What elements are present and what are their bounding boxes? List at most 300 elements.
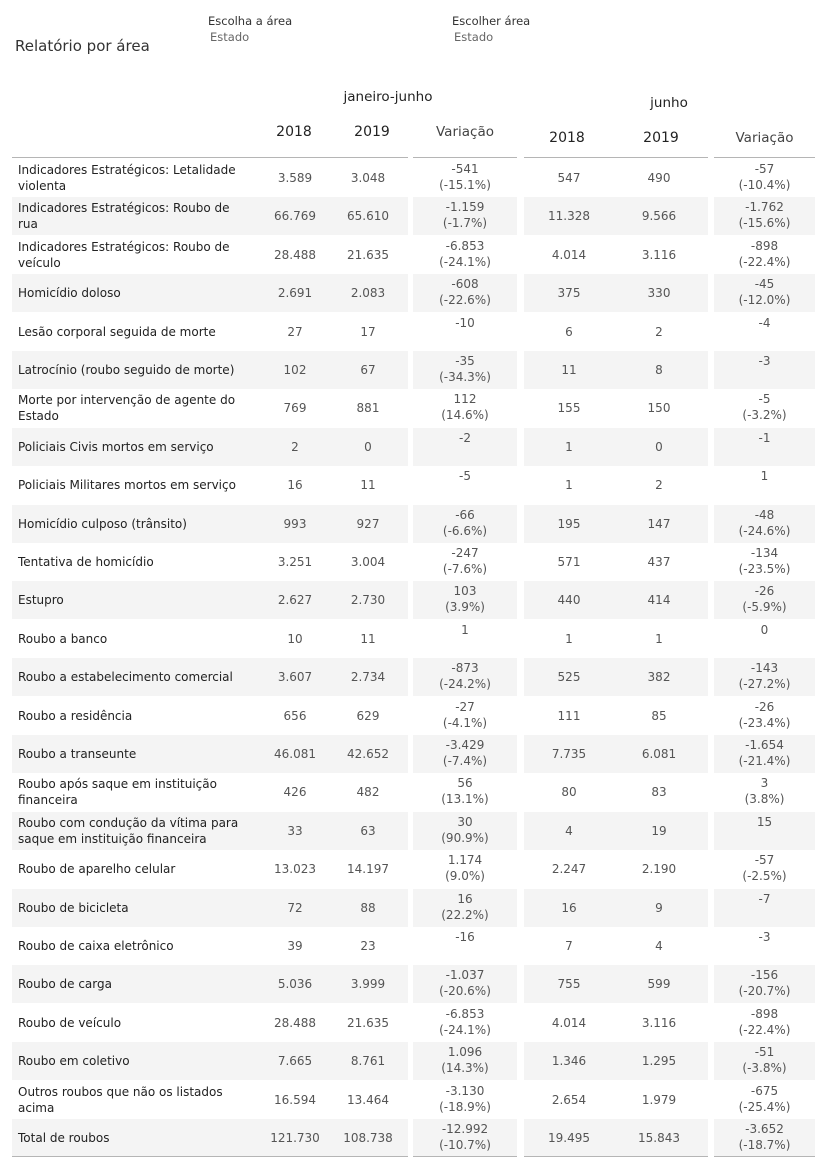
jun-variacao-abs: 15 <box>756 814 773 829</box>
jan-jun-variacao-abs: 1 <box>461 622 469 637</box>
jan-jun-variacao-abs: -608 <box>451 277 479 292</box>
jun-2018-value: 6 <box>565 324 573 339</box>
jun-2019-value: 1.979 <box>641 1092 677 1107</box>
area-filter-1[interactable] <box>208 14 292 44</box>
row-label: Tentativa de homicídio <box>18 555 154 569</box>
jun-2019-value: 9.566 <box>641 209 677 224</box>
jun-variacao-pct: (-2.5%) <box>742 869 787 884</box>
jan-jun-2018-value: 993 <box>283 516 307 531</box>
jun-2019-value: 330 <box>647 286 671 301</box>
row-label: Roubo a banco <box>18 631 108 646</box>
jan-jun-variacao-cell <box>413 929 517 965</box>
jun-variacao-pct: (-20.7%) <box>738 984 791 999</box>
table-row <box>12 773 815 811</box>
jun-variacao-cell <box>714 1083 815 1119</box>
table-row <box>12 581 815 619</box>
jan-jun-variacao-cell <box>413 353 517 389</box>
jan-jun-variacao-cell <box>413 891 517 927</box>
jan-jun-2018-value: 28.488 <box>274 247 316 262</box>
jun-variacao-pct: (-27.2%) <box>738 677 791 692</box>
jan-jun-2019-value: 21.635 <box>347 247 389 262</box>
jun-variacao-pct: (-5.9%) <box>742 600 787 615</box>
jun-variacao-abs: -26 <box>754 699 775 714</box>
jun-2018-value: 16 <box>561 900 577 915</box>
jun-variacao-cell <box>714 391 815 427</box>
jan-jun-variacao-cell <box>413 1044 517 1080</box>
row-label: Morte por intervenção de agente do Estado <box>18 393 236 424</box>
jan-jun-2018-value: 656 <box>283 708 307 723</box>
header-jun-variacao: Variação <box>735 130 794 146</box>
table-row <box>12 505 815 543</box>
jun-2019-value: 19 <box>651 823 667 838</box>
jan-jun-2018-value: 46.081 <box>274 747 316 761</box>
jan-jun-variacao-abs: -873 <box>451 661 479 676</box>
jan-jun-2019-value: 2.734 <box>350 670 386 685</box>
jan-jun-variacao-cell <box>413 583 517 619</box>
jan-jun-variacao-pct: (13.1%) <box>441 792 489 807</box>
jun-2019-value: 85 <box>651 708 667 723</box>
jun-variacao-cell <box>714 468 815 504</box>
jan-jun-variacao-abs: 112 <box>453 392 477 407</box>
header-group-jan-jun: janeiro-junho <box>343 89 433 105</box>
jan-jun-variacao-cell <box>413 545 517 581</box>
jan-jun-variacao-cell <box>413 1083 517 1119</box>
jan-jun-variacao-abs: -6.853 <box>445 1006 485 1021</box>
jun-variacao-abs: -4 <box>758 315 771 330</box>
jan-jun-2019-value: 3.004 <box>350 555 386 569</box>
table-row <box>12 1004 815 1042</box>
jun-variacao-cell <box>714 929 815 965</box>
jun-variacao-pct: (-18.7%) <box>738 1138 791 1152</box>
jan-jun-variacao-pct: (3.9%) <box>445 600 485 615</box>
row-label: Roubo de bicicleta <box>18 900 129 915</box>
jan-jun-variacao-abs: -3.429 <box>445 738 485 752</box>
jan-jun-variacao-cell <box>413 315 517 351</box>
header-jan-jun-2019: 2019 <box>354 124 390 140</box>
table-row <box>12 1119 815 1157</box>
jun-variacao-abs: -3.652 <box>745 1122 784 1136</box>
jan-jun-variacao-pct: (22.2%) <box>441 907 489 922</box>
jan-jun-variacao-pct: (14.3%) <box>441 1061 489 1076</box>
table-bottom-divider <box>413 1156 517 1157</box>
jun-2019-value: 4 <box>655 939 663 953</box>
jan-jun-variacao-pct: (-4.1%) <box>442 715 488 730</box>
jan-jun-2018-value: 102 <box>283 363 307 377</box>
jun-variacao-cell <box>714 891 815 927</box>
table-row <box>12 927 815 965</box>
jun-variacao-cell <box>714 737 815 773</box>
jun-2018-value: 547 <box>557 171 581 185</box>
jun-variacao-cell <box>714 967 815 1003</box>
jun-variacao-cell <box>714 814 815 850</box>
row-label: Outros roubos que não os listados acima <box>18 1084 223 1115</box>
jun-2019-value: 9 <box>655 900 663 915</box>
jun-variacao-pct: (-3.8%) <box>742 1061 787 1076</box>
jun-2018-value: 4.014 <box>551 1015 587 1030</box>
jun-2019-value: 3.116 <box>641 247 677 262</box>
row-label: Total de roubos <box>18 1131 110 1145</box>
table-row <box>12 889 815 927</box>
header-divider <box>413 157 517 158</box>
jun-variacao-abs: -51 <box>754 1045 775 1060</box>
jan-jun-variacao-pct: (-18.9%) <box>439 1099 491 1114</box>
jun-2018-value: 1 <box>565 439 573 454</box>
jun-2019-value: 0 <box>655 439 663 454</box>
jun-variacao-cell <box>714 353 815 389</box>
jan-jun-variacao-pct: (9.0%) <box>445 869 485 884</box>
jun-variacao-cell <box>714 1006 815 1042</box>
jun-2018-value: 111 <box>557 708 581 723</box>
table-row <box>12 658 815 696</box>
jan-jun-variacao-cell <box>413 507 517 543</box>
jan-jun-2018-value: 2.691 <box>277 286 313 301</box>
jan-jun-variacao-abs: -16 <box>455 930 475 944</box>
jun-variacao-abs: -3 <box>758 354 771 368</box>
jun-variacao-abs: -143 <box>750 661 779 676</box>
jan-jun-2019-value: 14.197 <box>347 862 389 877</box>
jun-variacao-cell <box>714 775 815 811</box>
header-divider <box>12 157 408 158</box>
table-row <box>12 236 815 274</box>
jan-jun-variacao-abs: 16 <box>457 891 473 906</box>
jun-variacao-pct: (-23.5%) <box>738 562 791 576</box>
jan-jun-2019-value: 629 <box>356 708 380 723</box>
jan-jun-variacao-abs: -35 <box>455 354 475 368</box>
jan-jun-2018-value: 2 <box>291 439 299 454</box>
jan-jun-2018-value: 769 <box>283 401 307 416</box>
jun-2019-value: 8 <box>655 363 663 377</box>
jun-2018-value: 11 <box>561 363 577 377</box>
jan-jun-variacao-pct: (-15.1%) <box>439 178 491 192</box>
area-filter-1-label: Escolha a área <box>208 14 293 28</box>
table-row <box>12 389 815 427</box>
jan-jun-variacao-abs: -247 <box>451 546 479 560</box>
jun-2018-value: 4 <box>565 823 573 838</box>
row-label: Roubo a transeunte <box>18 747 137 761</box>
jan-jun-2018-value: 72 <box>287 900 303 915</box>
jan-jun-2018-value: 7.665 <box>277 1054 313 1069</box>
row-label: Lesão corporal seguida de morte <box>18 324 216 339</box>
jan-jun-variacao-cell <box>413 391 517 427</box>
jan-jun-variacao-cell <box>413 468 517 504</box>
jan-jun-variacao-cell <box>413 775 517 811</box>
jun-variacao-abs: -675 <box>750 1083 779 1098</box>
jun-variacao-abs: -134 <box>750 546 779 560</box>
table-row <box>12 965 815 1003</box>
jan-jun-2019-value: 67 <box>360 363 376 377</box>
row-label: Indicadores Estratégicos: Roubo de rua <box>18 201 230 232</box>
jun-2018-value: 155 <box>557 401 581 416</box>
jan-jun-variacao-abs: -12.992 <box>441 1122 489 1136</box>
jun-variacao-pct: (-25.4%) <box>738 1099 791 1114</box>
jun-variacao-cell <box>714 1044 815 1080</box>
jun-variacao-abs: -45 <box>754 277 775 292</box>
jun-variacao-pct: (-3.2%) <box>742 408 787 423</box>
area-filter-2[interactable] <box>452 14 530 44</box>
jun-variacao-abs: 1 <box>760 469 769 484</box>
jan-jun-variacao-cell <box>413 622 517 658</box>
table-bottom-divider <box>12 1156 408 1157</box>
jan-jun-variacao-pct: (90.9%) <box>441 830 489 845</box>
header-group-jun: junho <box>650 95 688 111</box>
jan-jun-variacao-abs: -541 <box>451 162 479 176</box>
jan-jun-variacao-pct: (-20.6%) <box>439 984 491 999</box>
jun-2019-value: 1 <box>655 631 663 646</box>
jan-jun-2019-value: 11 <box>360 631 376 646</box>
jan-jun-variacao-cell <box>413 1006 517 1042</box>
jun-variacao-cell <box>714 660 815 696</box>
jan-jun-variacao-cell <box>413 199 517 235</box>
jun-2019-value: 83 <box>651 785 667 800</box>
jan-jun-2018-value: 426 <box>283 785 307 800</box>
jan-jun-2018-value: 16 <box>287 478 303 493</box>
jun-variacao-abs: -898 <box>750 1006 779 1021</box>
jan-jun-2019-value: 63 <box>360 823 376 838</box>
jun-variacao-cell <box>714 507 815 543</box>
row-label: Roubo a residência <box>18 708 133 723</box>
jan-jun-2019-value: 11 <box>360 478 376 493</box>
jan-jun-2018-value: 5.036 <box>277 977 313 992</box>
jan-jun-variacao-abs: -1.159 <box>445 200 485 215</box>
jun-2018-value: 375 <box>557 286 581 301</box>
jun-variacao-cell <box>714 1121 815 1157</box>
jan-jun-variacao-abs: -27 <box>455 699 475 714</box>
jan-jun-variacao-pct: (14.6%) <box>441 408 489 423</box>
jun-variacao-cell <box>714 622 815 658</box>
jan-jun-2019-value: 927 <box>356 516 380 531</box>
jun-variacao-abs: -26 <box>754 584 775 599</box>
jan-jun-variacao-cell <box>413 276 517 312</box>
jun-variacao-abs: -7 <box>758 891 771 906</box>
table-row <box>12 313 815 351</box>
jan-jun-variacao-cell <box>413 430 517 466</box>
row-label: Indicadores Estratégicos: Roubo de veículo <box>18 239 230 270</box>
jun-variacao-pct: (-22.4%) <box>738 254 791 269</box>
jan-jun-2019-value: 2.730 <box>350 593 386 608</box>
row-label: Roubo de veículo <box>18 1015 122 1030</box>
jun-2019-value: 3.116 <box>641 1015 677 1030</box>
jan-jun-variacao-pct: (-24.1%) <box>439 1022 491 1037</box>
jan-jun-2018-value: 2.627 <box>277 593 313 608</box>
table-row <box>12 428 815 466</box>
jan-jun-variacao-abs: 56 <box>457 776 473 791</box>
jun-variacao-pct: (-12.0%) <box>738 293 791 308</box>
jun-variacao-cell <box>714 276 815 312</box>
jan-jun-2019-value: 13.464 <box>347 1092 389 1107</box>
jan-jun-2019-value: 482 <box>356 785 380 800</box>
jan-jun-2019-value: 21.635 <box>347 1015 389 1030</box>
table-row <box>12 274 815 312</box>
area-filter-2-label: Escolher área <box>452 14 531 28</box>
jun-variacao-cell <box>714 199 815 235</box>
jun-variacao-abs: -1.762 <box>745 200 784 215</box>
jan-jun-variacao-pct: (-7.4%) <box>442 754 488 768</box>
jan-jun-variacao-pct: (-10.7%) <box>439 1138 491 1152</box>
jan-jun-variacao-cell <box>413 161 517 197</box>
table-bottom-divider <box>524 1156 708 1157</box>
table-row <box>12 812 815 850</box>
jun-2018-value: 80 <box>561 785 577 800</box>
jun-variacao-cell <box>714 315 815 351</box>
row-label: Roubo de caixa eletrônico <box>18 939 174 953</box>
jan-jun-variacao-pct: (-7.6%) <box>442 562 488 576</box>
jun-variacao-cell <box>714 161 815 197</box>
jan-jun-2019-value: 23 <box>360 939 376 953</box>
jun-2018-value: 440 <box>557 593 581 608</box>
jan-jun-variacao-abs: 103 <box>453 584 477 599</box>
jun-2018-value: 2.654 <box>551 1092 587 1107</box>
jun-variacao-abs: -5 <box>758 392 771 407</box>
jun-2018-value: 571 <box>557 555 581 569</box>
jan-jun-2018-value: 3.251 <box>277 555 313 569</box>
jun-2019-value: 6.081 <box>641 747 677 761</box>
jun-2018-value: 7 <box>565 939 573 953</box>
jan-jun-variacao-abs: -66 <box>455 507 475 522</box>
jun-2019-value: 1.295 <box>641 1054 677 1069</box>
jan-jun-variacao-cell <box>413 852 517 888</box>
jun-variacao-abs: -156 <box>750 968 779 983</box>
area-filter-1-value[interactable]: Estado <box>210 30 250 44</box>
jun-2018-value: 4.014 <box>551 247 587 262</box>
jun-2019-value: 2 <box>655 324 663 339</box>
row-label: Latrocínio (roubo seguido de morte) <box>18 363 235 377</box>
jan-jun-2018-value: 66.769 <box>274 209 316 224</box>
table-row <box>12 1081 815 1119</box>
table-row <box>12 159 815 197</box>
jun-2019-value: 147 <box>647 516 671 531</box>
jan-jun-2019-value: 65.610 <box>347 209 389 224</box>
jan-jun-variacao-pct: (-22.6%) <box>439 293 491 308</box>
jan-jun-variacao-pct: (-24.2%) <box>439 677 491 692</box>
jan-jun-2018-value: 16.594 <box>274 1092 316 1107</box>
jan-jun-variacao-pct: (-34.3%) <box>439 370 491 384</box>
jan-jun-variacao-abs: -1.037 <box>445 968 485 983</box>
jan-jun-variacao-cell <box>413 238 517 274</box>
jan-jun-2019-value: 17 <box>360 324 376 339</box>
jan-jun-2018-value: 33 <box>287 823 303 838</box>
jun-2019-value: 382 <box>647 670 671 685</box>
jun-2019-value: 490 <box>647 171 671 185</box>
jan-jun-2018-value: 3.607 <box>277 670 313 685</box>
header-divider <box>524 157 708 158</box>
jun-variacao-abs: -3 <box>758 930 771 944</box>
table-row <box>12 197 815 235</box>
jun-variacao-pct: (3.8%) <box>744 792 785 807</box>
jan-jun-variacao-cell <box>413 967 517 1003</box>
jun-variacao-abs: -48 <box>754 507 775 522</box>
jun-variacao-pct: (-21.4%) <box>738 754 791 768</box>
jun-variacao-pct: (-24.6%) <box>738 523 791 538</box>
jan-jun-2019-value: 108.738 <box>343 1131 393 1145</box>
jan-jun-variacao-cell <box>413 737 517 773</box>
jun-variacao-cell <box>714 699 815 735</box>
header-jan-jun-2018: 2018 <box>276 124 312 140</box>
area-filter-2-value[interactable]: Estado <box>454 30 494 44</box>
jun-2018-value: 19.495 <box>548 1131 590 1145</box>
table-row <box>12 351 815 389</box>
jun-variacao-abs: 0 <box>760 622 769 637</box>
header-jan-jun-variacao: Variação <box>436 124 494 140</box>
jan-jun-variacao-abs: 1.096 <box>447 1045 483 1060</box>
jun-2019-value: 599 <box>647 977 671 992</box>
jan-jun-2018-value: 10 <box>287 631 303 646</box>
jan-jun-variacao-pct: (-24.1%) <box>439 254 491 269</box>
jan-jun-2018-value: 39 <box>287 939 303 953</box>
jan-jun-2018-value: 27 <box>287 324 303 339</box>
row-label: Homicídio doloso <box>18 286 121 301</box>
jan-jun-2019-value: 8.761 <box>350 1054 386 1069</box>
row-label: Indicadores Estratégicos: Letalidade violenta <box>18 163 236 193</box>
table-row <box>12 1042 815 1080</box>
header-jun-2019: 2019 <box>643 130 679 146</box>
jun-2019-value: 437 <box>647 555 671 569</box>
table-bottom-divider <box>714 1156 815 1157</box>
jan-jun-2019-value: 2.083 <box>350 286 386 301</box>
jan-jun-2019-value: 88 <box>360 900 376 915</box>
jun-variacao-cell <box>714 238 815 274</box>
jan-jun-2018-value: 3.589 <box>277 171 313 185</box>
jun-variacao-cell <box>714 430 815 466</box>
jun-variacao-abs: -898 <box>750 238 779 253</box>
header-jun-2018: 2018 <box>549 130 585 146</box>
table-row <box>12 620 815 658</box>
jan-jun-2019-value: 42.652 <box>347 747 389 761</box>
row-label: Roubo após saque em instituição financeira <box>18 777 217 808</box>
jun-variacao-abs: -57 <box>754 853 775 868</box>
jun-2019-value: 2 <box>655 478 663 493</box>
jan-jun-variacao-abs: -2 <box>459 430 471 445</box>
jan-jun-2018-value: 28.488 <box>274 1015 316 1030</box>
jun-variacao-cell <box>714 545 815 581</box>
jun-variacao-pct: (-10.4%) <box>738 178 791 192</box>
jun-2018-value: 2.247 <box>551 862 587 877</box>
jun-2018-value: 7.735 <box>551 747 587 761</box>
jun-variacao-abs: 3 <box>760 776 769 791</box>
jun-2018-value: 755 <box>557 977 581 992</box>
jan-jun-variacao-cell <box>413 699 517 735</box>
jan-jun-variacao-cell <box>413 1121 517 1157</box>
jan-jun-variacao-abs: -10 <box>455 315 475 330</box>
jun-2019-value: 2.190 <box>641 862 677 877</box>
jan-jun-variacao-abs: -6.853 <box>445 238 485 253</box>
table-row <box>12 850 815 888</box>
jan-jun-2018-value: 13.023 <box>274 862 316 877</box>
row-label: Roubo de aparelho celular <box>18 862 176 877</box>
page-title: Relatório por área <box>15 37 150 55</box>
jun-variacao-cell <box>714 852 815 888</box>
jan-jun-2019-value: 3.999 <box>350 977 386 992</box>
jan-jun-variacao-abs: 1.174 <box>447 853 483 868</box>
jun-2019-value: 414 <box>647 593 671 608</box>
jun-variacao-pct: (-23.4%) <box>738 715 791 730</box>
row-label: Policiais Militares mortos em serviço <box>18 478 236 493</box>
jan-jun-variacao-cell <box>413 660 517 696</box>
jun-variacao-cell <box>714 583 815 619</box>
header-divider <box>714 157 815 158</box>
row-label: Roubo com condução da vítima para saque em instituição financeira <box>18 815 239 846</box>
jan-jun-2019-value: 3.048 <box>350 171 386 185</box>
jun-variacao-pct: (-15.6%) <box>738 216 791 231</box>
row-label: Homicídio culposo (trânsito) <box>18 516 187 531</box>
jan-jun-variacao-abs: 30 <box>457 814 473 829</box>
jan-jun-2018-value: 121.730 <box>270 1131 320 1145</box>
jun-variacao-abs: -1 <box>758 430 771 445</box>
jun-variacao-abs: -1.654 <box>745 738 784 752</box>
row-label: Roubo a estabelecimento comercial <box>18 670 233 685</box>
table-row <box>12 543 815 581</box>
jan-jun-variacao-pct: (-6.6%) <box>442 523 488 538</box>
row-label: Roubo de carga <box>18 977 112 992</box>
